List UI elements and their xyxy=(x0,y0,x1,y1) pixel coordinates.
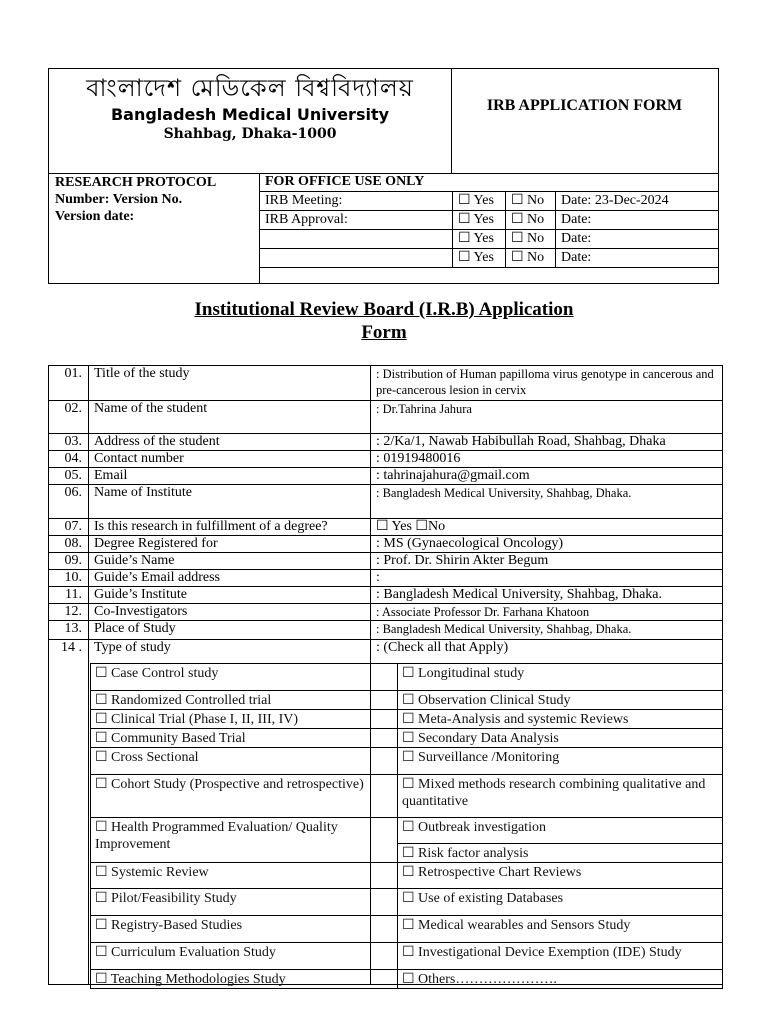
row-value[interactable]: : Associate Professor Dr. Farhana Khatoon xyxy=(371,604,723,621)
form-row xyxy=(49,451,723,468)
office-row xyxy=(260,192,719,211)
row-number: 09. xyxy=(49,553,89,570)
row-number: 01. xyxy=(49,366,89,401)
study-type-checkbox[interactable]: ☐ Systemic Review xyxy=(91,863,398,889)
empty-cell xyxy=(260,268,719,285)
row-value[interactable]: : tahrinajahura@gmail.com xyxy=(371,468,723,485)
page-title xyxy=(0,298,768,344)
page-title-line: Institutional Review Board (I.R.B) Application xyxy=(194,299,574,320)
study-type-checkbox[interactable]: ☐ Cross Sectional xyxy=(91,748,398,775)
row-label: Name of Institute xyxy=(89,485,371,519)
study-type-checkbox[interactable]: ☐ Medical wearables and Sensors Study xyxy=(398,916,723,943)
study-type-checkbox[interactable]: ☐ Secondary Data Analysis xyxy=(398,729,723,748)
protocol-line: RESEARCH PROTOCOL xyxy=(55,175,217,190)
row-label: Type of study xyxy=(89,640,371,985)
row-value[interactable]: : Bangladesh Medical University, Shahbag, Dhaka. xyxy=(371,587,723,604)
study-type-checkbox[interactable]: ☐ Teaching Methodologies Study xyxy=(91,970,398,989)
row-number: 08. xyxy=(49,536,89,553)
study-type-checkbox[interactable]: ☐ Randomized Controlled trial xyxy=(91,691,398,710)
study-type-checkbox[interactable]: ☐ Case Control study xyxy=(91,664,398,691)
form-row xyxy=(49,553,723,570)
office-use-table xyxy=(259,173,718,284)
row-label: Place of Study xyxy=(89,621,371,640)
yes-checkbox[interactable]: ☐ Yes xyxy=(453,192,506,211)
yes-checkbox[interactable]: ☐ Yes xyxy=(453,249,506,268)
office-row-label xyxy=(260,230,453,249)
row-label: Title of the study xyxy=(89,366,371,401)
form-row xyxy=(49,519,723,536)
row-label: Address of the student xyxy=(89,434,371,451)
row-value[interactable]: : Dr.Tahrina Jahura xyxy=(371,401,723,434)
form-row xyxy=(49,434,723,451)
yes-checkbox[interactable]: ☐ Yes xyxy=(453,230,506,249)
office-row-label: IRB Approval: xyxy=(260,211,453,230)
row-number: 02. xyxy=(49,401,89,434)
row-value[interactable]: : Distribution of Human papilloma virus genotype in cancerous and pre-cancerous lesion in cervix xyxy=(371,366,723,401)
university-block xyxy=(49,69,452,173)
degree-yes-no-checkbox[interactable]: ☐ Yes ☐No xyxy=(371,519,723,536)
no-checkbox[interactable]: ☐ No xyxy=(506,230,556,249)
study-type-checkbox[interactable]: ☐ Pilot/Feasibility Study xyxy=(91,889,398,916)
study-type-checkbox[interactable]: ☐ Mixed methods research combining qualitative and quantitative xyxy=(398,775,723,818)
protocol-line: Number: Version No. xyxy=(55,192,183,207)
form-row xyxy=(49,621,723,640)
row-number: 13. xyxy=(49,621,89,640)
row-number: 04. xyxy=(49,451,89,468)
row-number: 10. xyxy=(49,570,89,587)
office-use-heading: FOR OFFICE USE ONLY xyxy=(260,173,719,192)
office-row-label: IRB Meeting: xyxy=(260,192,453,211)
row-label: Degree Registered for xyxy=(89,536,371,553)
row-number: 14 . xyxy=(49,640,89,985)
form-row xyxy=(49,468,723,485)
row-label: Email xyxy=(89,468,371,485)
page-title-line: Form xyxy=(361,322,407,343)
study-type-options xyxy=(90,663,723,989)
form-row xyxy=(49,366,723,401)
no-checkbox[interactable]: ☐ No xyxy=(506,211,556,230)
research-protocol xyxy=(55,174,216,225)
row-value[interactable]: : 01919480016 xyxy=(371,451,723,468)
office-row xyxy=(260,211,719,230)
form-row xyxy=(49,401,723,434)
row-value[interactable]: : 2/Ka/1, Nawab Habibullah Road, Shahbag, Dhaka xyxy=(371,434,723,451)
study-type-checkbox[interactable]: ☐ Retrospective Chart Reviews xyxy=(398,863,723,889)
row-label: Guide’s Email address xyxy=(89,570,371,587)
study-type-checkbox[interactable]: ☐ Investigational Device Exemption (IDE) Study xyxy=(398,943,723,970)
form-title-block xyxy=(451,69,718,173)
study-type-checkbox[interactable]: ☐ Registry-Based Studies xyxy=(91,916,398,943)
row-value[interactable]: : MS (Gynaecological Oncology) xyxy=(371,536,723,553)
study-type-checkbox[interactable]: ☐ Clinical Trial (Phase I, II, III, IV) xyxy=(91,710,398,729)
row-value[interactable]: : xyxy=(371,570,723,587)
university-name: Bangladesh Medical University xyxy=(110,105,390,124)
study-type-checkbox[interactable]: ☐ Curriculum Evaluation Study xyxy=(91,943,398,970)
university-address: Shahbag, Dhaka-1000 xyxy=(163,126,337,142)
no-checkbox[interactable]: ☐ No xyxy=(506,192,556,211)
row-label: Contact number xyxy=(89,451,371,468)
form-row xyxy=(49,536,723,553)
study-type-checkbox[interactable]: ☐ Health Programmed Evaluation/ Quality Improvement xyxy=(91,818,398,863)
row-number: 12. xyxy=(49,604,89,621)
no-checkbox[interactable]: ☐ No xyxy=(506,249,556,268)
row-label: Guide’s Institute xyxy=(89,587,371,604)
form-row xyxy=(49,604,723,621)
irb-form-title: IRB APPLICATION FORM xyxy=(486,97,683,114)
row-value[interactable]: : Bangladesh Medical University, Shahbag, Dhaka. xyxy=(371,485,723,519)
row-value: : (Check all that Apply) xyxy=(371,640,723,985)
row-number: 06. xyxy=(49,485,89,519)
protocol-line: Version date: xyxy=(55,209,135,224)
study-type-checkbox[interactable]: ☐ Cohort Study (Prospective and retrospective) xyxy=(91,775,398,818)
study-type-checkbox[interactable]: ☐ Risk factor analysis xyxy=(398,844,723,863)
office-date: Date: xyxy=(556,230,719,249)
row-value[interactable]: : Prof. Dr. Shirin Akter Begum xyxy=(371,553,723,570)
form-row xyxy=(49,587,723,604)
study-type-checkbox[interactable]: ☐ Longitudinal study xyxy=(398,664,723,691)
row-number: 11. xyxy=(49,587,89,604)
office-date: Date: 23-Dec-2024 xyxy=(556,192,719,211)
row-number: 05. xyxy=(49,468,89,485)
row-label: Is this research in fulfillment of a degree? xyxy=(89,519,371,536)
study-type-checkbox[interactable]: ☐ Outbreak investigation xyxy=(398,818,723,844)
office-row-label xyxy=(260,249,453,268)
row-value[interactable]: : Bangladesh Medical University, Shahbag, Dhaka. xyxy=(371,621,723,640)
form-row xyxy=(49,570,723,587)
row-number: 03. xyxy=(49,434,89,451)
row-label: Co-Investigators xyxy=(89,604,371,621)
office-row xyxy=(260,249,719,268)
office-row-empty xyxy=(260,268,719,285)
form-header xyxy=(48,68,719,284)
study-type-checkbox[interactable]: ☐ Use of existing Databases xyxy=(398,889,723,916)
office-date: Date: xyxy=(556,249,719,268)
row-label: Name of the student xyxy=(89,401,371,434)
yes-checkbox[interactable]: ☐ Yes xyxy=(453,211,506,230)
study-type-checkbox[interactable]: ☐ Observation Clinical Study xyxy=(398,691,723,710)
row-label: Guide’s Name xyxy=(89,553,371,570)
office-date: Date: xyxy=(556,211,719,230)
study-type-checkbox[interactable]: ☐ Meta-Analysis and systemic Reviews xyxy=(398,710,723,729)
bangla-university-name: বাংলাদেশ মেডিকেল বিশ্ববিদ্যালয় xyxy=(86,74,414,102)
study-type-checkbox[interactable]: ☐ Others…………………. xyxy=(398,970,723,989)
form-row xyxy=(49,485,723,519)
study-type-checkbox[interactable]: ☐ Community Based Trial xyxy=(91,729,398,748)
study-type-checkbox[interactable]: ☐ Surveillance /Monitoring xyxy=(398,748,723,775)
row-number: 07. xyxy=(49,519,89,536)
office-row xyxy=(260,230,719,249)
